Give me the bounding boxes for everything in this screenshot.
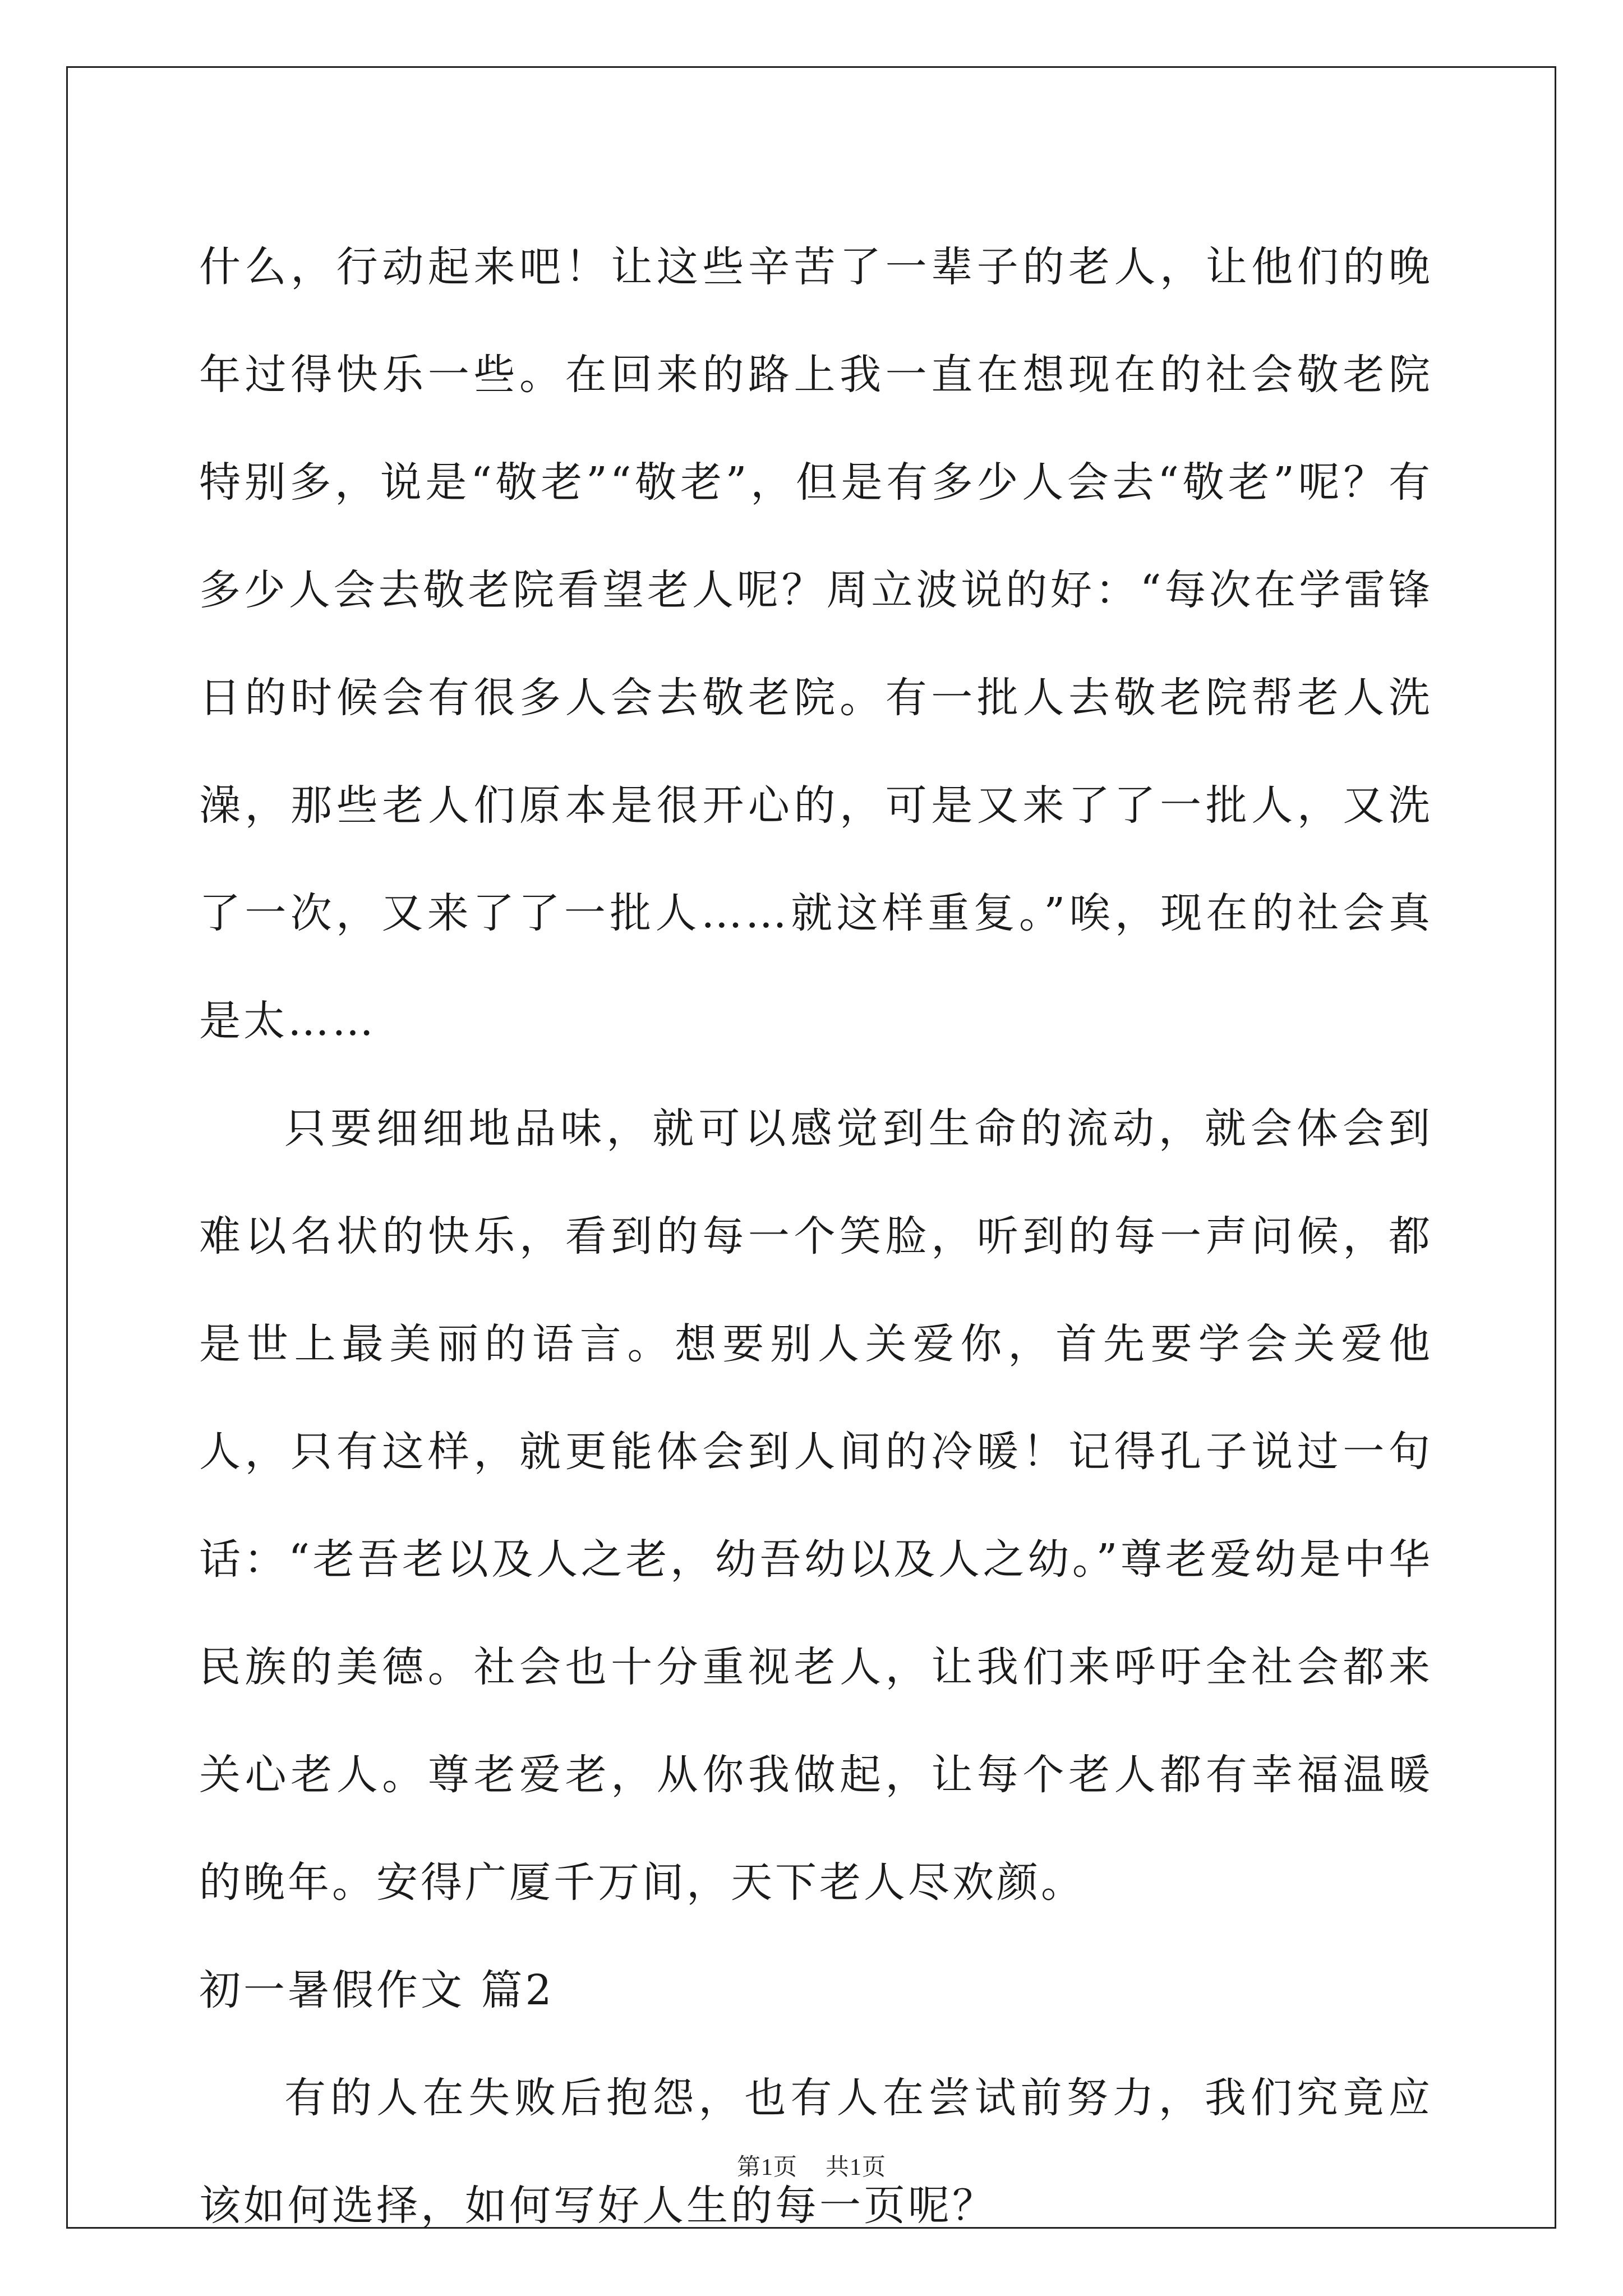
paragraph: 有的人在失败后抱怨，也有人在尝试前努力，我们究竟应该如何选择，如何写好人生的每一页呢？: [199, 2074, 1433, 2230]
page-total: 共1页: [826, 2155, 887, 2180]
document-body: [199, 213, 1433, 2260]
paragraph: 什么，行动起来吧！让这些辛苦了一辈子的老人，让他们的晚年过得快乐一些。在回来的路上我一直在想现在的社会敬老院特别多，说是“敬老”“敬老”，但是有多少人会去“敬老”呢？有多少人会去敬老院看望老人呢？周立波说的好：“每次在学雷锋日的时候会有很多人会去敬老院。有一批人去敬老院帮老人洗澡，那些老人们原本是很开心的，可是又来了了一批人，又洗了一次，又来了了一批人……就这样重复。”唉，现在的社会真是太……: [199, 243, 1433, 1045]
section-heading: 初一暑假作文 篇2: [199, 1966, 555, 2014]
paragraph: 只要细细地品味，就可以感觉到生命的流动，就会体会到难以名状的快乐，看到的每一个笑脸，听到的每一声问候，都是世上最美丽的语言。想要别人关爱你，首先要学会关爱他人，只有这样，就更能体会到人间的冷暖！记得孔子说过一句话：“老吾老以及人之老，幼吾幼以及人之幼。”尊老爱幼是中华民族的美德。社会也十分重视老人，让我们来呼吁全社会都来关心老人。尊老爱老，从你我做起，让每个老人都有幸福温暖的晚年。安得广厦千万间，天下老人尽欢颜。: [199, 1105, 1433, 1907]
page-number: 第1页: [736, 2155, 797, 2180]
page-footer: [0, 2148, 1623, 2182]
